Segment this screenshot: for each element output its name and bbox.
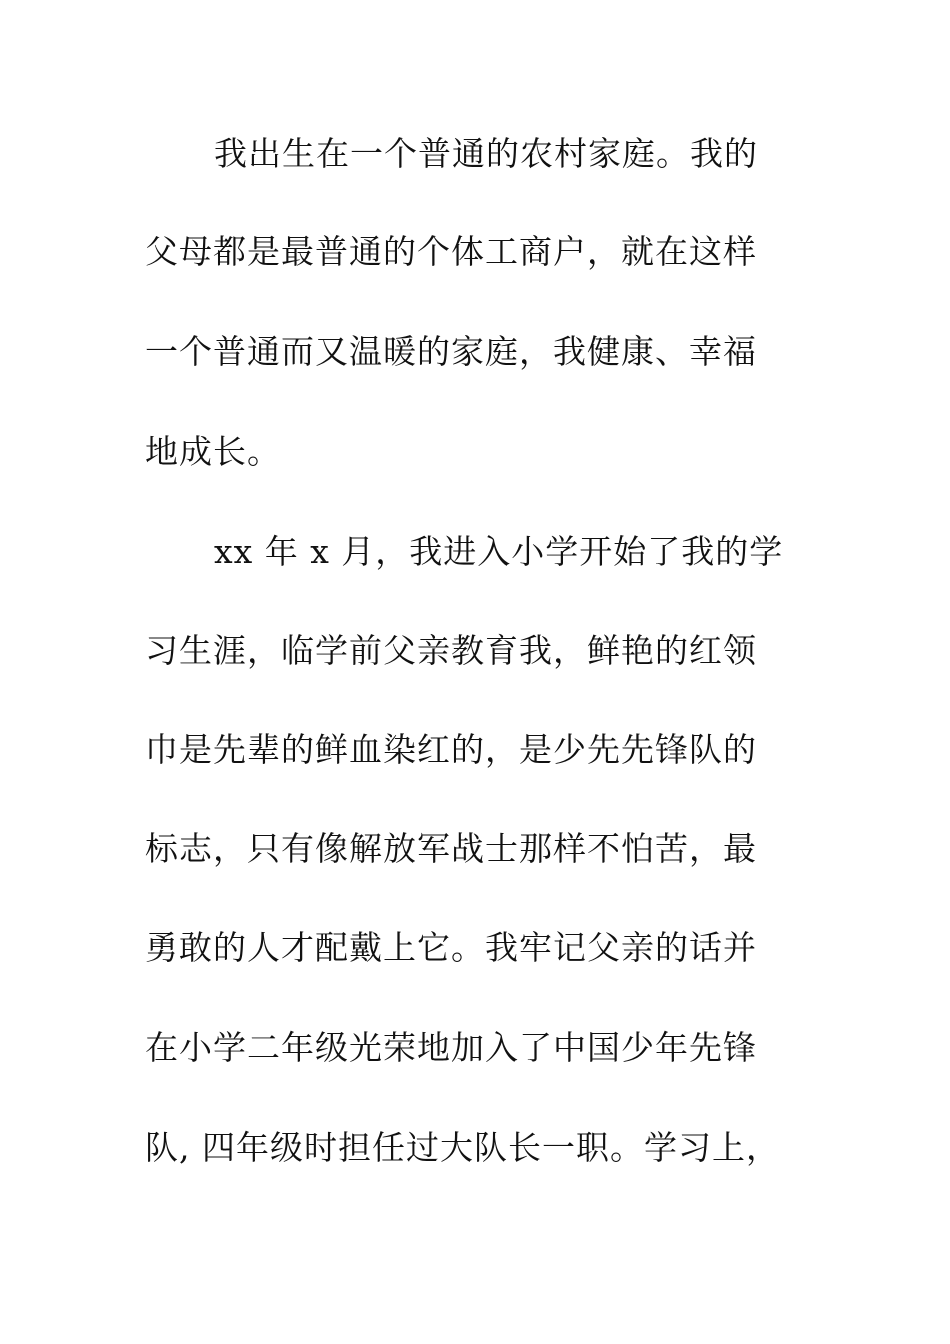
paragraph-2-line-7: 队, 四年级时担任过大队长一职。学习上，	[145, 1128, 780, 1167]
paragraph-1-line-4: 地成长。	[145, 432, 281, 471]
paragraph-1-line-1: 我出生在一个普通的农村家庭。我的	[214, 134, 758, 173]
paragraph-2-line-2: 习生涯，临学前父亲教育我，鲜艳的红领	[145, 631, 757, 670]
paragraph-1-line-3: 一个普通而又温暖的家庭，我健康、幸福	[145, 332, 757, 371]
paragraph-2-line-6: 在小学二年级光荣地加入了中国少年先锋	[145, 1028, 757, 1067]
paragraph-2-line-1: xx 年 x 月，我进入小学开始了我的学	[214, 532, 784, 571]
paragraph-1-line-2: 父母都是最普通的个体工商户，就在这样	[145, 232, 757, 271]
paragraph-2-line-5: 勇敢的人才配戴上它。我牢记父亲的话并	[145, 928, 757, 967]
paragraph-2-line-3: 巾是先辈的鲜血染红的，是少先先锋队的	[145, 730, 757, 769]
paragraph-2-line-4: 标志，只有像解放军战士那样不怕苦，最	[145, 829, 757, 868]
